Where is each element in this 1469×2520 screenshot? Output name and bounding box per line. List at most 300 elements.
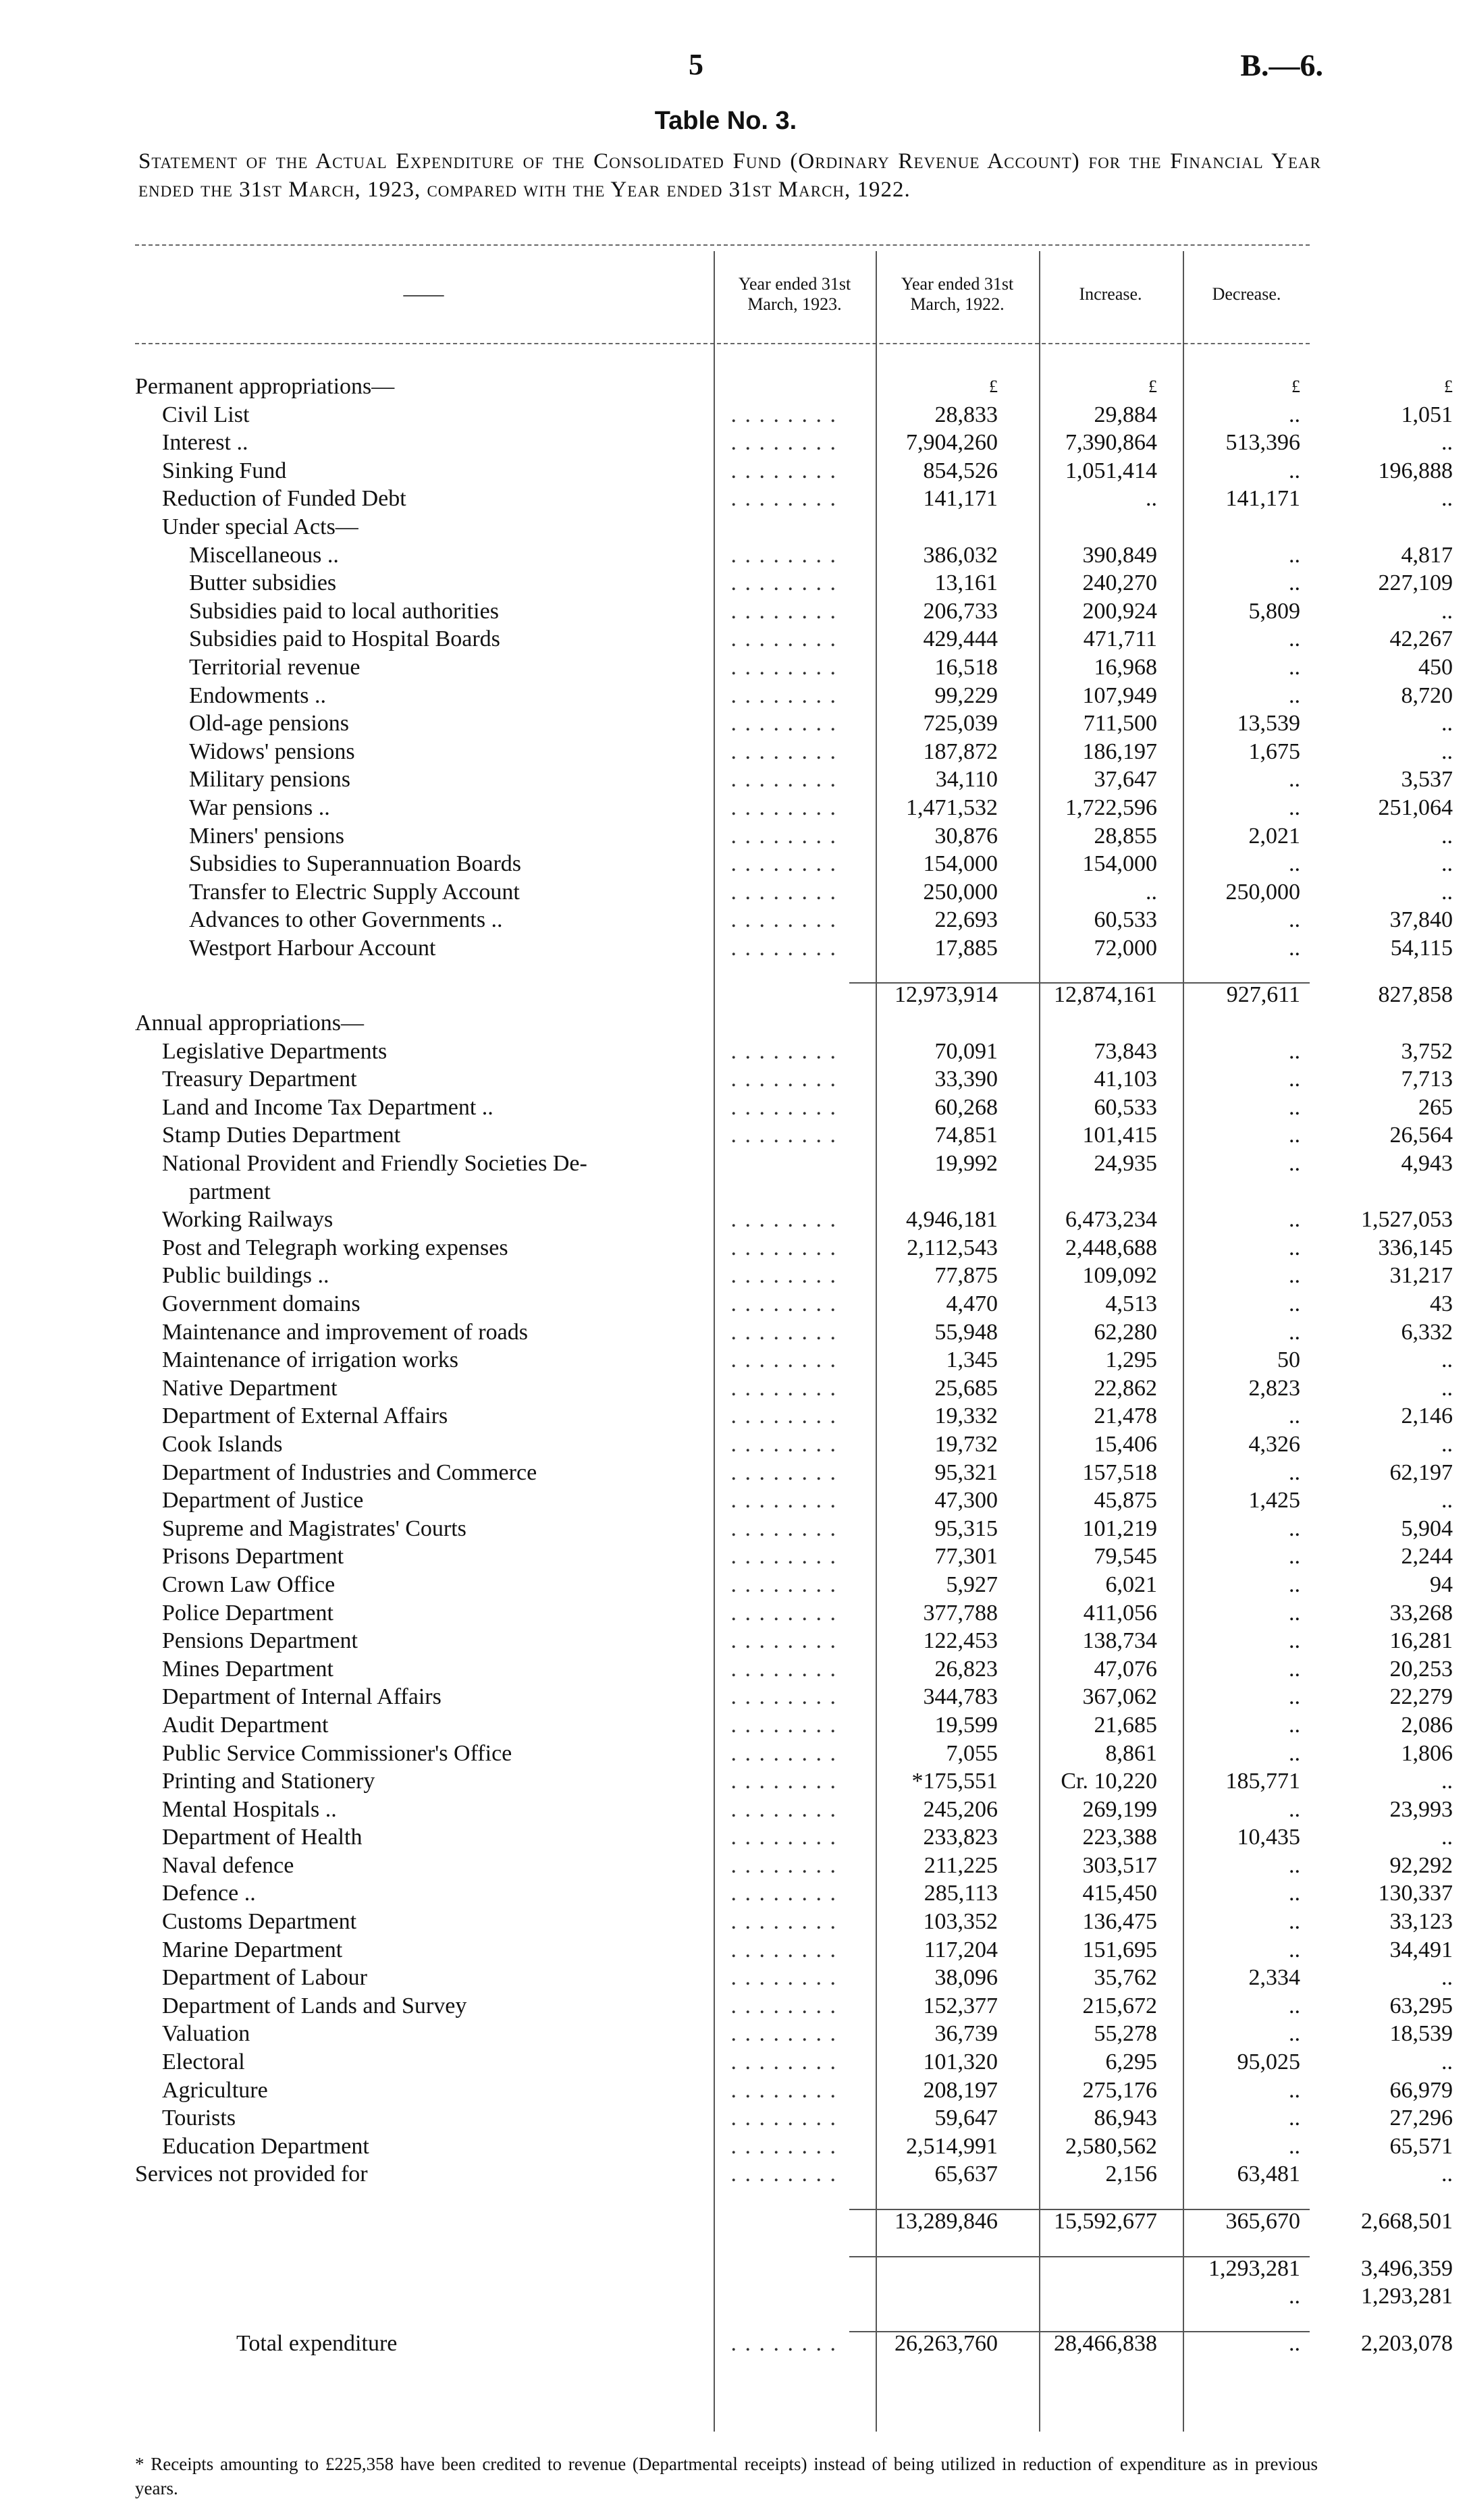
table-row <box>135 766 1453 794</box>
dot-leader: . . . . . . . . <box>730 1235 837 1260</box>
row-label: Services not provided for <box>135 2162 368 2187</box>
value-decrease: 8,720 <box>1401 682 1453 708</box>
table-row <box>135 1290 1453 1318</box>
value-increase: .. <box>1289 2284 1300 2309</box>
table-row <box>135 1459 1453 1487</box>
value-increase: .. <box>1289 1600 1300 1626</box>
dot-leader: . . . . . . . . <box>730 1207 837 1233</box>
value-1922: 7,390,864 <box>1065 430 1157 456</box>
value-1922: 73,843 <box>1094 1038 1157 1064</box>
value-increase: 927,611 <box>1226 982 1300 1008</box>
value-decrease: 2,244 <box>1401 1544 1453 1570</box>
dot-leader: . . . . . . . . <box>730 458 837 483</box>
value-increase: .. <box>1289 682 1300 708</box>
table-row <box>135 1627 1453 1655</box>
dot-leader: . . . . . . . . <box>730 542 837 568</box>
row-label: Naval defence <box>162 1852 294 1878</box>
value-decrease: .. <box>1441 739 1453 764</box>
table-row <box>135 1009 1310 1038</box>
value-1923: 1,345 <box>946 1347 998 1373</box>
value-1922: 15,406 <box>1094 1431 1157 1457</box>
value-1923: 22,693 <box>934 907 998 933</box>
row-label: Supreme and Magistrates' Courts <box>162 1516 466 1541</box>
table-row <box>135 1599 1453 1628</box>
value-decrease: .. <box>1441 1825 1453 1850</box>
row-label: Department of Industries and Commerce <box>162 1459 537 1485</box>
value-increase: 13,539 <box>1237 711 1300 736</box>
value-1922: 711,500 <box>1083 711 1157 736</box>
value-1923: 344,783 <box>923 1684 998 1710</box>
value-1922: £ <box>1148 377 1157 396</box>
row-label: Annual appropriations— <box>135 1011 364 1036</box>
table-row <box>135 2076 1453 2105</box>
value-1922: 107,949 <box>1082 682 1157 708</box>
value-increase: .. <box>1289 1937 1300 1962</box>
dot-leader: . . . . . . . . <box>730 1094 837 1120</box>
value-1923: 59,647 <box>934 2106 998 2131</box>
value-1923: 30,876 <box>934 823 998 849</box>
value-decrease: 2,668,501 <box>1361 2209 1453 2234</box>
value-decrease: 1,293,281 <box>1361 2284 1453 2309</box>
table-row <box>135 485 1453 513</box>
value-1922: 60,533 <box>1094 907 1157 933</box>
row-label: Transfer to Electric Supply Account <box>189 879 520 905</box>
table-row <box>135 1402 1453 1430</box>
table-row <box>135 1318 1453 1347</box>
value-decrease: 4,817 <box>1401 542 1453 568</box>
row-label: Native Department <box>162 1375 338 1401</box>
dot-leader: . . . . . . . . <box>730 1067 837 1092</box>
dot-leader: . . . . . . . . <box>730 1656 837 1682</box>
value-1922: 8,861 <box>1105 1740 1157 1766</box>
value-increase: 513,396 <box>1225 430 1300 456</box>
table-row <box>135 1515 1453 1543</box>
value-increase: .. <box>1289 1459 1300 1485</box>
value-1922: 411,056 <box>1083 1600 1157 1626</box>
dot-leader: . . . . . . . . <box>730 2077 837 2103</box>
row-label: partment <box>189 1179 271 1204</box>
value-1922: .. <box>1146 879 1157 905</box>
value-increase: .. <box>1289 1881 1300 1906</box>
value-1922: 2,448,688 <box>1065 1235 1157 1260</box>
dot-leader: . . . . . . . . <box>730 1319 837 1345</box>
value-decrease: 22,279 <box>1389 1684 1453 1710</box>
value-decrease: 6,332 <box>1401 1319 1453 1345</box>
value-1923: 211,225 <box>924 1852 998 1878</box>
table-row <box>135 682 1453 710</box>
value-increase: .. <box>1289 1123 1300 1148</box>
value-decrease: 33,268 <box>1389 1600 1453 1626</box>
row-label: Subsidies paid to local authorities <box>189 598 499 624</box>
value-decrease: 4,943 <box>1401 1151 1453 1177</box>
document-reference: B.—6. <box>1240 48 1323 82</box>
value-increase: .. <box>1289 767 1300 793</box>
value-increase: .. <box>1289 1572 1300 1597</box>
value-1922: 2,580,562 <box>1065 2133 1157 2159</box>
table-row <box>135 1655 1453 1684</box>
value-increase: .. <box>1289 1291 1300 1316</box>
table-row <box>135 1543 1453 1571</box>
row-label: Interest .. <box>162 430 248 456</box>
value-1922: 47,076 <box>1094 1656 1157 1682</box>
table-row <box>135 1094 1453 1122</box>
value-decrease: .. <box>1441 823 1453 849</box>
value-1922: 60,533 <box>1094 1094 1157 1120</box>
value-1922: 21,685 <box>1094 1712 1157 1738</box>
value-decrease: .. <box>1441 1375 1453 1401</box>
row-label: Sinking Fund <box>162 458 287 483</box>
column-header-decrease: Decrease. <box>1212 284 1281 304</box>
value-increase: .. <box>1289 1263 1300 1289</box>
row-label: Customs Department <box>162 1909 357 1935</box>
value-decrease: 18,539 <box>1389 2021 1453 2047</box>
table-row <box>135 1964 1453 1992</box>
value-1922: 154,000 <box>1082 851 1157 877</box>
value-1922: 215,672 <box>1082 1993 1157 2018</box>
row-label: Butter subsidies <box>189 570 337 596</box>
dot-leader: . . . . . . . . <box>730 2021 837 2047</box>
table-row <box>135 738 1453 766</box>
value-increase: 2,823 <box>1248 1375 1300 1401</box>
row-label: Military pensions <box>189 767 350 793</box>
row-label: Police Department <box>162 1600 333 1626</box>
row-label: Education Department <box>162 2133 369 2159</box>
value-1922: 6,295 <box>1105 2049 1157 2075</box>
value-increase: 141,171 <box>1225 486 1300 512</box>
row-label: Subsidies paid to Hospital Boards <box>189 626 500 652</box>
value-decrease: .. <box>1441 2049 1453 2075</box>
table-row <box>135 794 1453 822</box>
row-label: Department of Internal Affairs <box>162 1684 442 1710</box>
dot-leader: . . . . . . . . <box>730 1403 837 1429</box>
row-label: Permanent appropriations— <box>135 374 395 399</box>
value-1923: 99,229 <box>934 682 998 708</box>
value-1923: 77,875 <box>934 1263 998 1289</box>
value-increase: .. <box>1289 1235 1300 1260</box>
table-row <box>135 1879 1453 1908</box>
value-1922: 367,062 <box>1082 1684 1157 1710</box>
table-row <box>135 1038 1453 1066</box>
value-1923: 60,268 <box>934 1094 998 1120</box>
value-1922: 136,475 <box>1082 1909 1157 1935</box>
value-increase: .. <box>1289 1852 1300 1878</box>
table-row <box>135 1262 1453 1290</box>
value-1922: 45,875 <box>1094 1488 1157 1513</box>
table-row <box>135 822 1453 851</box>
value-decrease: 27,296 <box>1389 2106 1453 2131</box>
table-row <box>135 934 1453 963</box>
table-row <box>135 1767 1453 1796</box>
table-row <box>135 625 1453 653</box>
value-increase: .. <box>1289 1403 1300 1429</box>
value-increase: 63,481 <box>1237 2162 1300 2187</box>
value-1923: 13,289,846 <box>894 2209 998 2234</box>
value-decrease: 92,292 <box>1389 1852 1453 1878</box>
table-title: Table No. 3. <box>654 107 797 135</box>
table-row <box>135 2236 1310 2255</box>
value-decrease: 265 <box>1418 1094 1453 1120</box>
table-row <box>135 1430 1453 1459</box>
dot-leader: . . . . . . . . <box>730 767 837 793</box>
value-1923: 208,197 <box>923 2077 998 2103</box>
value-1922: 24,935 <box>1094 1151 1157 1177</box>
value-increase: .. <box>1289 458 1300 483</box>
value-decrease: 1,806 <box>1401 1740 1453 1766</box>
value-1922: 109,092 <box>1082 1263 1157 1289</box>
value-decrease: .. <box>1441 2162 1453 2187</box>
value-decrease: 94 <box>1430 1572 1453 1597</box>
value-1922: 2,156 <box>1105 2162 1157 2187</box>
dot-leader: . . . . . . . . <box>730 1488 837 1513</box>
dot-leader: . . . . . . . . <box>730 1291 837 1316</box>
value-1922: 200,924 <box>1082 598 1157 624</box>
statement-heading: Statement of the Actual Expenditure of the Consolidated Fund (Ordinary Revenue Account) for the Financial Year ended the 31st March, 1923, compared with the Year ended 31st March, 1922. <box>138 149 1321 202</box>
dot-leader: . . . . . . . . <box>730 430 837 456</box>
table-row <box>135 878 1453 907</box>
value-decrease: 827,858 <box>1378 982 1453 1008</box>
table-row <box>135 1571 1453 1599</box>
table-row <box>135 1796 1453 1824</box>
value-increase: .. <box>1289 1544 1300 1570</box>
row-label: Treasury Department <box>162 1067 357 1092</box>
value-1922: 22,862 <box>1094 1375 1157 1401</box>
value-increase: .. <box>1289 1796 1300 1822</box>
value-1922: 1,295 <box>1105 1347 1157 1373</box>
value-increase: 2,334 <box>1248 1965 1300 1991</box>
value-decrease: 16,281 <box>1389 1628 1453 1654</box>
value-1922: 157,518 <box>1082 1459 1157 1485</box>
column-header-1922: Year ended 31st March, 1922. <box>901 274 1014 314</box>
dot-leader: . . . . . . . . <box>730 879 837 905</box>
row-label: Endowments .. <box>189 682 327 708</box>
value-decrease: .. <box>1441 879 1453 905</box>
column-header-increase: Increase. <box>1079 284 1142 304</box>
row-label: Mines Department <box>162 1656 333 1682</box>
table-row <box>135 1852 1453 1880</box>
value-decrease: 63,295 <box>1389 1993 1453 2018</box>
table-row <box>135 1346 1453 1374</box>
value-1923: 285,113 <box>924 1881 998 1906</box>
value-decrease: .. <box>1441 1431 1453 1457</box>
value-1923: 33,390 <box>934 1067 998 1092</box>
value-1922: 471,711 <box>1083 626 1157 652</box>
value-1922: 62,280 <box>1094 1319 1157 1345</box>
dot-leader: . . . . . . . . <box>730 1769 837 1794</box>
value-increase: .. <box>1289 1740 1300 1766</box>
value-increase: .. <box>1289 795 1300 820</box>
value-1923: 233,823 <box>923 1825 998 1850</box>
value-increase: 95,025 <box>1237 2049 1300 2075</box>
value-1923: 36,739 <box>934 2021 998 2047</box>
value-1923: 95,321 <box>934 1459 998 1485</box>
dot-leader: . . . . . . . . <box>730 2049 837 2075</box>
dot-leader: . . . . . . . . <box>730 570 837 596</box>
value-1922: 55,278 <box>1094 2021 1157 2047</box>
value-1923: 206,733 <box>923 598 998 624</box>
value-1923: 429,444 <box>923 626 998 652</box>
value-1923: 26,823 <box>934 1656 998 1682</box>
value-1922: .. <box>1146 486 1157 512</box>
value-decrease: 20,253 <box>1389 1656 1453 1682</box>
header-top-rule <box>135 244 1310 246</box>
row-label: Agriculture <box>162 2077 268 2103</box>
value-1923: 25,685 <box>934 1375 998 1401</box>
row-label: Territorial revenue <box>189 654 360 680</box>
table-row <box>135 1683 1453 1711</box>
subtotal-row <box>135 981 1453 1009</box>
dot-leader: . . . . . . . . <box>730 1909 837 1935</box>
dot-leader: . . . . . . . . <box>730 907 837 933</box>
dot-leader: . . . . . . . . <box>730 2162 837 2187</box>
page-number: 5 <box>689 48 703 81</box>
value-1922: 6,473,234 <box>1065 1207 1157 1233</box>
dot-leader: . . . . . . . . <box>730 851 837 877</box>
table-row <box>135 1823 1453 1852</box>
table-row <box>135 2133 1453 2161</box>
value-1923: 122,453 <box>923 1628 998 1654</box>
row-label: Miscellaneous .. <box>189 542 339 568</box>
row-label: Public Service Commissioner's Office <box>162 1740 512 1766</box>
row-label: Pensions Department <box>162 1628 358 1654</box>
value-1923: 103,352 <box>923 1909 998 1935</box>
value-decrease: .. <box>1441 1965 1453 1991</box>
table-row <box>135 2020 1453 2048</box>
row-label: War pensions .. <box>189 795 330 820</box>
value-increase: .. <box>1289 570 1300 596</box>
row-label: Department of Labour <box>162 1965 367 1991</box>
value-increase: .. <box>1289 2133 1300 2159</box>
dot-leader: . . . . . . . . <box>730 1628 837 1654</box>
value-1923: 245,206 <box>923 1796 998 1822</box>
value-1923: 187,872 <box>923 739 998 764</box>
value-increase: £ <box>1291 377 1300 396</box>
value-1923: 13,161 <box>934 570 998 596</box>
table-row <box>135 541 1453 570</box>
footnote: * Receipts amounting to £225,358 have been credited to revenue (Departmental receipts) instead of being utilized in reduction of expenditure as in previous years. <box>135 2454 1318 2498</box>
value-increase: 4,326 <box>1248 1431 1300 1457</box>
row-label: Valuation <box>162 2021 250 2047</box>
row-label: Electoral <box>162 2049 245 2075</box>
value-increase: .. <box>1289 1656 1300 1682</box>
row-label: Subsidies to Superannuation Boards <box>189 851 522 877</box>
row-label: Stamp Duties Department <box>162 1123 401 1148</box>
row-label: Mental Hospitals .. <box>162 1796 337 1822</box>
row-label: Department of Lands and Survey <box>162 1993 467 2018</box>
value-1922: 223,388 <box>1082 1825 1157 1850</box>
table-row <box>135 962 1310 981</box>
subtotal-row <box>135 2255 1453 2283</box>
value-decrease: 65,571 <box>1389 2133 1453 2159</box>
value-1923: 117,204 <box>924 1937 998 1962</box>
table-row <box>135 513 1310 541</box>
value-increase: .. <box>1289 1067 1300 1092</box>
table-row <box>135 373 1453 401</box>
value-1923: 38,096 <box>934 1965 998 1991</box>
dot-leader: . . . . . . . . <box>730 1572 837 1597</box>
row-label: Government domains <box>162 1291 360 1316</box>
value-1923: *175,551 <box>911 1769 998 1794</box>
column-header-1923: Year ended 31st March, 1923. <box>738 274 851 314</box>
value-decrease: 37,840 <box>1389 907 1453 933</box>
value-decrease: 450 <box>1418 654 1453 680</box>
value-increase: 365,670 <box>1225 2209 1300 2234</box>
value-1923: 47,300 <box>934 1488 998 1513</box>
value-increase: .. <box>1289 402 1300 427</box>
table-row <box>135 1908 1453 1936</box>
table-row <box>135 2160 1453 2189</box>
value-increase: .. <box>1289 626 1300 652</box>
dot-leader: . . . . . . . . <box>730 1038 837 1064</box>
value-decrease: 2,203,078 <box>1361 2330 1453 2356</box>
expenditure-table <box>135 373 1453 2357</box>
column-header-row <box>135 251 1310 338</box>
dot-leader: . . . . . . . . <box>730 1825 837 1850</box>
value-1923: 2,112,543 <box>907 1235 998 1260</box>
row-label: Miners' pensions <box>189 823 344 849</box>
value-increase: 5,809 <box>1248 598 1300 624</box>
subtotal-row <box>135 2207 1453 2236</box>
table-row <box>135 1740 1453 1768</box>
table-row <box>135 1178 1310 1206</box>
value-1922: 28,466,838 <box>1054 2330 1157 2356</box>
value-1922: 1,051,414 <box>1065 458 1157 483</box>
value-1923: 5,927 <box>946 1572 998 1597</box>
value-increase: .. <box>1289 1207 1300 1233</box>
table-row <box>135 1121 1453 1150</box>
value-decrease: 34,491 <box>1389 1937 1453 1962</box>
value-increase: .. <box>1289 1909 1300 1935</box>
value-decrease: .. <box>1441 711 1453 736</box>
row-label: Printing and Stationery <box>162 1769 375 1794</box>
value-1922: 390,849 <box>1082 542 1157 568</box>
value-1922: 4,513 <box>1105 1291 1157 1316</box>
value-decrease: 227,109 <box>1378 570 1453 596</box>
value-1923: 26,263,760 <box>894 2330 998 2356</box>
subtotal-row <box>135 2330 1453 2358</box>
value-1923: 7,904,260 <box>906 430 998 456</box>
dot-leader: . . . . . . . . <box>730 823 837 849</box>
row-label: Under special Acts— <box>162 514 358 539</box>
value-increase: 1,675 <box>1248 739 1300 764</box>
value-increase: 2,021 <box>1248 823 1300 849</box>
value-1922: 41,103 <box>1094 1067 1157 1092</box>
row-label: Westport Harbour Account <box>189 935 436 961</box>
value-1922: 16,968 <box>1094 654 1157 680</box>
value-decrease: 251,064 <box>1378 795 1453 820</box>
table-row <box>135 457 1453 485</box>
column-header-item: —— <box>403 283 444 305</box>
dot-leader: . . . . . . . . <box>730 1123 837 1148</box>
dot-leader: . . . . . . . . <box>730 1740 837 1766</box>
value-1923: 250,000 <box>923 879 998 905</box>
value-decrease: .. <box>1441 598 1453 624</box>
value-1923: 77,301 <box>934 1544 998 1570</box>
value-1922: 101,415 <box>1082 1123 1157 1148</box>
table-row <box>135 597 1453 626</box>
row-label: Legislative Departments <box>162 1038 388 1064</box>
table-row <box>135 2048 1453 2076</box>
dot-leader: . . . . . . . . <box>730 1263 837 1289</box>
table-row <box>135 2311 1310 2330</box>
table-row <box>135 850 1453 878</box>
dot-leader: . . . . . . . . <box>730 1881 837 1906</box>
row-label: Marine Department <box>162 1937 343 1962</box>
value-1922: 29,884 <box>1094 402 1157 427</box>
row-label: Civil List <box>162 402 250 427</box>
dot-leader: . . . . . . . . <box>730 598 837 624</box>
value-1923: 74,851 <box>934 1123 998 1148</box>
dot-leader: . . . . . . . . <box>730 1796 837 1822</box>
